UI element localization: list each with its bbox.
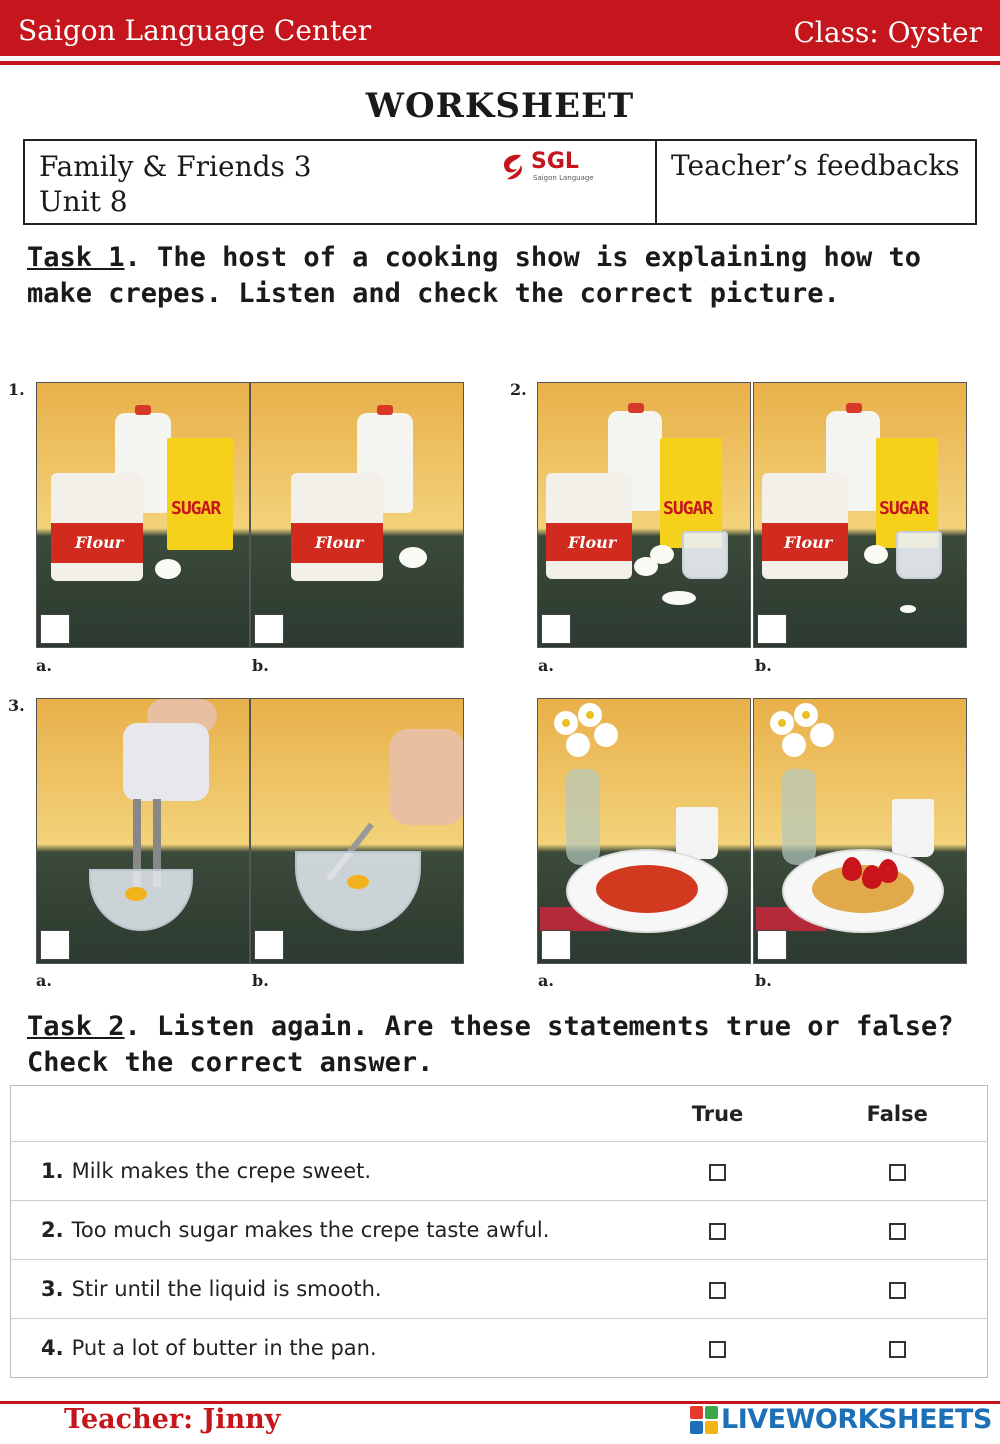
measuring-cup [682, 531, 728, 579]
jug-cap [628, 403, 644, 413]
option-label-1b: b. [252, 656, 269, 675]
mug [676, 807, 718, 859]
picture-4b[interactable] [753, 698, 967, 964]
option-label-3a: a. [36, 971, 52, 990]
jug-cap [135, 405, 151, 415]
true-column-header: True [691, 1101, 744, 1126]
flour-label: Flour [784, 533, 833, 552]
false-checkbox-3[interactable] [889, 1282, 906, 1299]
sugar-bag [167, 438, 233, 550]
false-checkbox-1[interactable] [889, 1164, 906, 1181]
worksheet-title: WORKSHEET [365, 86, 635, 126]
flour-label: Flour [315, 533, 364, 552]
flour-label: Flour [75, 533, 124, 552]
table-row [11, 1319, 988, 1378]
picture-1a[interactable] [36, 382, 250, 648]
statement-number: 4. [41, 1336, 64, 1360]
sugar-pile [900, 605, 916, 613]
crepe-with-jam [596, 865, 698, 913]
statement-number: 1. [41, 1159, 64, 1183]
false-column-header: False [866, 1101, 928, 1126]
egg [399, 547, 427, 568]
course-info [25, 141, 657, 223]
daisy [566, 733, 590, 757]
table-header-row [11, 1086, 988, 1142]
picture-2b-checkbox[interactable] [757, 614, 787, 644]
header-divider [0, 61, 1000, 65]
daisy-center [586, 711, 594, 719]
jug-cap [846, 403, 862, 413]
picture-4a[interactable] [537, 698, 751, 964]
egg [155, 559, 181, 579]
task1-heading [27, 240, 997, 312]
class-name: Class: Oyster [793, 16, 982, 49]
statement-text: Put a lot of butter in the pan. [71, 1336, 377, 1360]
flour-label: Flour [568, 533, 617, 552]
task2-heading [27, 1009, 997, 1081]
daisy [782, 733, 806, 757]
task2-number: Task 2 [27, 1011, 125, 1042]
true-checkbox-2[interactable] [709, 1223, 726, 1240]
strawberry [842, 857, 862, 881]
table-row [11, 1201, 988, 1260]
liveworksheets-icon [690, 1406, 718, 1434]
vase [782, 769, 816, 865]
teacher-name: Teacher: Jinny [64, 1404, 281, 1435]
true-checkbox-3[interactable] [709, 1282, 726, 1299]
picture-1b[interactable] [250, 382, 464, 648]
true-checkbox-4[interactable] [709, 1341, 726, 1358]
task2-instructions: . Listen again. Are these statements true or false? Check the correct answer. [27, 1011, 954, 1078]
egg [634, 557, 658, 576]
option-label-3b: b. [252, 971, 269, 990]
daisy-center [778, 719, 786, 727]
hand-mixer [123, 723, 209, 801]
sugar-label: SUGAR [171, 498, 221, 519]
picture-3a-checkbox[interactable] [40, 930, 70, 960]
mug [892, 799, 934, 857]
statement-cell [11, 1142, 628, 1201]
picture-4b-checkbox[interactable] [757, 930, 787, 960]
sgl-logo [495, 149, 595, 185]
group2-number: 2. [510, 380, 527, 399]
course-name: Family & Friends 3 [39, 150, 312, 183]
false-checkbox-4[interactable] [889, 1341, 906, 1358]
sugar-label: SUGAR [879, 498, 929, 519]
picture-3a[interactable] [36, 698, 250, 964]
option-label-2b: b. [755, 656, 772, 675]
daisy [594, 723, 618, 747]
egg-yolk [347, 875, 369, 889]
jug-cap [377, 405, 393, 415]
picture-3b-checkbox[interactable] [254, 930, 284, 960]
statement-text: Stir until the liquid is smooth. [71, 1277, 382, 1301]
picture-4a-checkbox[interactable] [541, 930, 571, 960]
vase [566, 769, 600, 865]
daisy-center [802, 711, 810, 719]
statement-text: Milk makes the crepe sweet. [71, 1159, 372, 1183]
hand [389, 729, 464, 825]
table-row [11, 1260, 988, 1319]
true-false-table [10, 1085, 988, 1378]
statement-cell [11, 1319, 628, 1378]
statement-cell [11, 1201, 628, 1260]
feedback-label: Teacher’s feedbacks [671, 149, 960, 182]
picture-2a[interactable] [537, 382, 751, 648]
egg [864, 545, 888, 564]
option-label-2a: a. [538, 656, 554, 675]
statement-text: Too much sugar makes the crepe taste awful. [71, 1218, 550, 1242]
logo-subtitle: Saigon Language [533, 174, 594, 182]
picture-3b[interactable] [250, 698, 464, 964]
task1-instructions: . The host of a cooking show is explaining how to make crepes. Listen and check the correct picture. [27, 242, 922, 309]
statement-column-header [11, 1086, 628, 1142]
sugar-label: SUGAR [663, 498, 713, 519]
mixing-bowl [295, 851, 421, 931]
logo-text: SGL [531, 149, 579, 174]
group1-number: 1. [8, 380, 25, 399]
table-row [11, 1142, 988, 1201]
egg-yolk [125, 887, 147, 901]
picture-1a-checkbox[interactable] [40, 614, 70, 644]
group3-number: 3. [8, 696, 25, 715]
info-box [23, 139, 977, 225]
option-label-4b: b. [755, 971, 772, 990]
statement-number: 2. [41, 1218, 64, 1242]
liveworksheets-logo[interactable] [690, 1404, 992, 1435]
brand-name: LIVEWORKSHEETS [721, 1404, 992, 1435]
picture-1b-checkbox[interactable] [254, 614, 284, 644]
picture-2a-checkbox[interactable] [541, 614, 571, 644]
measuring-cup [896, 531, 942, 579]
option-label-1a: a. [36, 656, 52, 675]
statement-cell [11, 1260, 628, 1319]
daisy [810, 723, 834, 747]
daisy-center [562, 719, 570, 727]
option-label-4a: a. [538, 971, 554, 990]
center-name: Saigon Language Center [18, 14, 372, 47]
header-band [0, 0, 1000, 56]
sgl-swoosh-icon [495, 149, 531, 185]
sugar-pile [662, 591, 696, 605]
strawberry [878, 859, 898, 883]
statement-number: 3. [41, 1277, 64, 1301]
true-checkbox-1[interactable] [709, 1164, 726, 1181]
false-checkbox-2[interactable] [889, 1223, 906, 1240]
unit-name: Unit 8 [39, 185, 128, 218]
task1-number: Task 1 [27, 242, 125, 273]
teacher-feedback-cell[interactable] [657, 141, 975, 223]
picture-2b[interactable] [753, 382, 967, 648]
